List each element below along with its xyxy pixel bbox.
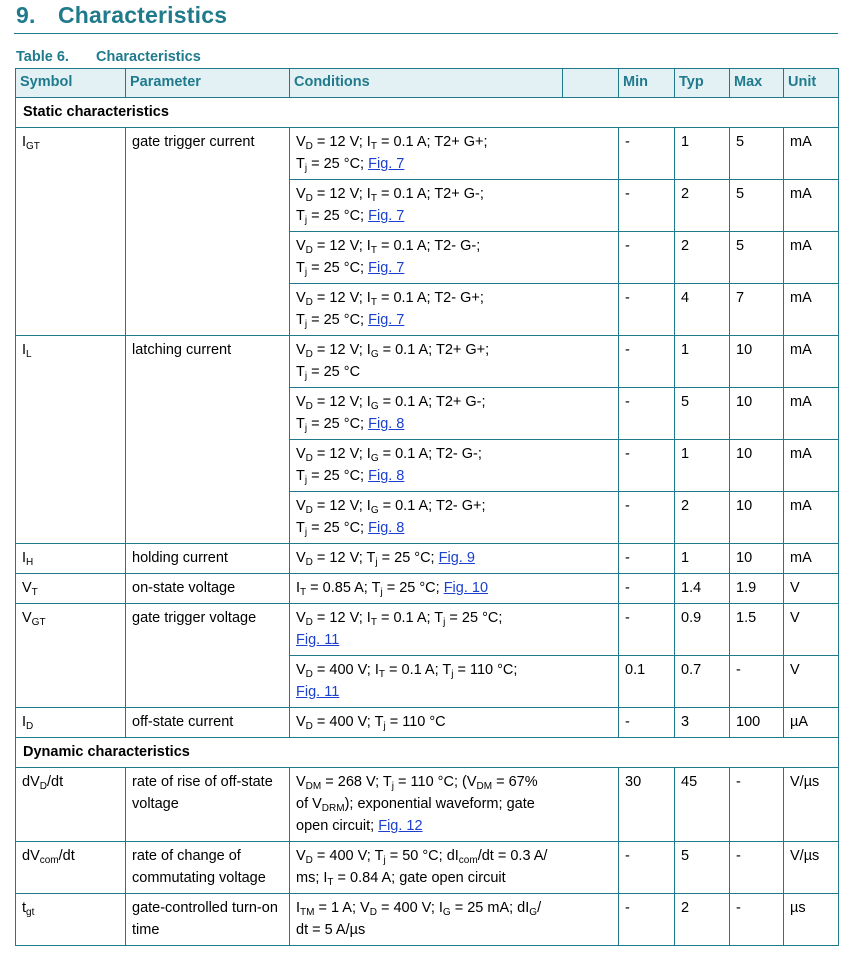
min-value: - — [619, 604, 675, 656]
min-value: - — [619, 128, 675, 180]
min-value: - — [619, 708, 675, 738]
unit-value: V — [784, 656, 839, 708]
table-row — [16, 656, 839, 708]
fig-11-link[interactable]: Fig. 11 — [296, 684, 340, 700]
symbol-ih: $I_H$ — [16, 544, 126, 574]
typ-value: 1 — [675, 440, 730, 492]
conditions-cell: $V_D = 12$ V; $I_G = 0.1$ A; T2- G-; $T_j = 25$ °C; Fig. 8 — [290, 440, 619, 492]
typ-value: 1 — [675, 336, 730, 388]
header-min: Min — [619, 69, 675, 98]
fig-9-link[interactable]: Fig. 9 — [438, 550, 475, 566]
fig-8-link[interactable]: Fig. 8 — [368, 416, 405, 432]
static-section-row — [16, 98, 839, 128]
max-value: 7 — [730, 284, 784, 336]
min-value: - — [619, 440, 675, 492]
conditions-cell: $V_D = 400$ V; $I_T = 0.1$ A; $T_j = 110$ °C; Fig. 11 — [290, 656, 619, 708]
unit-value: mA — [784, 388, 839, 440]
header-typ: Typ — [675, 69, 730, 98]
fig-7-link[interactable]: Fig. 7 — [368, 312, 405, 328]
min-value: 0.1 — [619, 656, 675, 708]
static-section-heading: Static characteristics — [16, 98, 839, 128]
parameter-il: latching current — [126, 336, 290, 388]
header-parameter: Parameter — [126, 69, 290, 98]
conditions-cell: $I_{TM} = 1$ A; $V_D = 400$ V; $I_G = 25$ mA; $dI_G/$ dt = 5 A/µs — [290, 894, 619, 946]
max-value: 10 — [730, 336, 784, 388]
table-title: Characteristics — [96, 49, 201, 65]
max-value: 10 — [730, 440, 784, 492]
fig-8-link[interactable]: Fig. 8 — [368, 520, 405, 536]
header-symbol: Symbol — [16, 69, 126, 98]
conditions-cell: $V_{DM} = 268$ V; $T_j = 110$ °C; ($V_{DM} = 67\%$ of $V_{DRM}$); exponential waveform; gate open circuit; Fig. 12 — [290, 768, 619, 842]
section-title: Characteristics — [58, 2, 228, 28]
unit-value: mA — [784, 440, 839, 492]
table-row — [16, 336, 839, 388]
fig-12-link[interactable]: Fig. 12 — [378, 818, 423, 834]
table-row — [16, 708, 839, 738]
unit-value: µs — [784, 894, 839, 946]
header-conditions: Conditions — [290, 69, 563, 98]
table-label: Table 6. — [16, 49, 69, 65]
unit-value: V/µs — [784, 842, 839, 894]
symbol-vt: $V_T$ — [16, 574, 126, 604]
min-value: - — [619, 544, 675, 574]
unit-value: V — [784, 574, 839, 604]
parameter-vgt: gate trigger voltage — [126, 604, 290, 656]
conditions-cell: $V_D = 12$ V; $I_G = 0.1$ A; T2- G+; $T_j = 25$ °C; Fig. 8 — [290, 492, 619, 544]
header-unit: Unit — [784, 69, 839, 98]
header-max: Max — [730, 69, 784, 98]
conditions-cell: $V_D = 400$ V; $T_j = 50$ °C; $dI_{com}/dt = 0.3$ A/ ms; $I_T = 0.84$ A; gate open circuit — [290, 842, 619, 894]
table-row — [16, 574, 839, 604]
typ-value: 0.9 — [675, 604, 730, 656]
max-value: 10 — [730, 492, 784, 544]
max-value: - — [730, 768, 784, 842]
fig-10-link[interactable]: Fig. 10 — [443, 580, 489, 596]
fig-7-link[interactable]: Fig. 7 — [368, 260, 405, 276]
min-value: - — [619, 574, 675, 604]
typ-value: 45 — [675, 768, 730, 842]
unit-value: µA — [784, 708, 839, 738]
table-row — [16, 180, 839, 232]
min-value: - — [619, 336, 675, 388]
conditions-cell: $V_D = 12$ V; $T_j = 25$ °C; Fig. 9 — [290, 544, 619, 574]
symbol-dvd-dt: $dV_D/dt$ — [16, 768, 126, 842]
min-value: - — [619, 842, 675, 894]
unit-value: mA — [784, 492, 839, 544]
symbol-id: $I_D$ — [16, 708, 126, 738]
dynamic-section-heading: Dynamic characteristics — [16, 738, 839, 768]
typ-value: 2 — [675, 492, 730, 544]
table-row — [16, 128, 839, 180]
max-value: 5 — [730, 232, 784, 284]
conditions-cell: $V_D = 12$ V; $I_G = 0.1$ A; T2+ G+; $T_j = 25$ °C — [290, 336, 619, 388]
min-value: - — [619, 492, 675, 544]
parameter-igt: gate trigger current — [126, 128, 290, 180]
max-value: - — [730, 656, 784, 708]
typ-value: 5 — [675, 842, 730, 894]
parameter-id: off-state current — [126, 708, 290, 738]
fig-8-link[interactable]: Fig. 8 — [368, 468, 405, 484]
table-caption — [16, 49, 201, 65]
min-value: - — [619, 284, 675, 336]
min-value: - — [619, 894, 675, 946]
max-value: 100 — [730, 708, 784, 738]
unit-value: mA — [784, 128, 839, 180]
conditions-cell: $V_D = 12$ V; $I_T = 0.1$ A; T2+ G+; $T_j = 25$ °C; Fig. 7 — [290, 128, 619, 180]
dynamic-section-row — [16, 738, 839, 768]
conditions-cell: $V_D = 12$ V; $I_T = 0.1$ A; T2+ G-; $T_j = 25$ °C; Fig. 7 — [290, 180, 619, 232]
table-row — [16, 232, 839, 284]
max-value: 1.9 — [730, 574, 784, 604]
typ-value: 2 — [675, 232, 730, 284]
table-row — [16, 842, 839, 894]
table-row — [16, 894, 839, 946]
max-value: - — [730, 894, 784, 946]
characteristics-table — [15, 68, 839, 946]
section-heading — [16, 2, 227, 29]
conditions-cell: $V_D = 12$ V; $I_T = 0.1$ A; $T_j = 25$ °C; Fig. 11 — [290, 604, 619, 656]
typ-value: 5 — [675, 388, 730, 440]
table-row — [16, 604, 839, 656]
fig-7-link[interactable]: Fig. 7 — [368, 156, 405, 172]
unit-value: mA — [784, 284, 839, 336]
table-row — [16, 544, 839, 574]
parameter-ih: holding current — [126, 544, 290, 574]
table-row — [16, 492, 839, 544]
table-row — [16, 284, 839, 336]
unit-value: mA — [784, 544, 839, 574]
symbol-igt: $I_{GT}$ — [16, 128, 126, 180]
max-value: 10 — [730, 388, 784, 440]
fig-7-link[interactable]: Fig. 7 — [368, 208, 405, 224]
typ-value: 4 — [675, 284, 730, 336]
fig-11-link[interactable]: Fig. 11 — [296, 632, 340, 648]
unit-value: mA — [784, 336, 839, 388]
table-row — [16, 768, 839, 842]
table-row — [16, 440, 839, 492]
max-value: 5 — [730, 180, 784, 232]
symbol-vgt: $V_{GT}$ — [16, 604, 126, 656]
min-value: - — [619, 388, 675, 440]
table-row — [16, 388, 839, 440]
header-blank — [563, 69, 619, 98]
unit-value: V/µs — [784, 768, 839, 842]
max-value: 1.5 — [730, 604, 784, 656]
conditions-cell: $V_D = 12$ V; $I_T = 0.1$ A; T2- G-; $T_j = 25$ °C; Fig. 7 — [290, 232, 619, 284]
typ-value: 0.7 — [675, 656, 730, 708]
min-value: - — [619, 180, 675, 232]
typ-value: 1 — [675, 544, 730, 574]
header-row — [16, 69, 839, 98]
typ-value: 1.4 — [675, 574, 730, 604]
conditions-cell: $V_D = 12$ V; $I_G = 0.1$ A; T2+ G-; $T_j = 25$ °C; Fig. 8 — [290, 388, 619, 440]
parameter-dvd-dt: rate of rise of off-state voltage — [126, 768, 290, 842]
parameter-tgt: gate-controlled turn-on time — [126, 894, 290, 946]
min-value: 30 — [619, 768, 675, 842]
max-value: - — [730, 842, 784, 894]
min-value: - — [619, 232, 675, 284]
parameter-dvcom-dt: rate of change of commutating voltage — [126, 842, 290, 894]
typ-value: 2 — [675, 894, 730, 946]
unit-value: mA — [784, 180, 839, 232]
conditions-cell: $V_D = 400$ V; $T_j = 110$ °C — [290, 708, 619, 738]
section-rule — [14, 33, 838, 34]
unit-value: mA — [784, 232, 839, 284]
typ-value: 2 — [675, 180, 730, 232]
symbol-dvcom-dt: $dV_{com}/dt$ — [16, 842, 126, 894]
max-value: 10 — [730, 544, 784, 574]
parameter-vt: on-state voltage — [126, 574, 290, 604]
symbol-tgt: $t_{gt}$ — [16, 894, 126, 946]
max-value: 5 — [730, 128, 784, 180]
unit-value: V — [784, 604, 839, 656]
conditions-cell: $I_T = 0.85$ A; $T_j = 25$ °C; Fig. 10 — [290, 574, 619, 604]
typ-value: 3 — [675, 708, 730, 738]
typ-value: 1 — [675, 128, 730, 180]
conditions-cell: $V_D = 12$ V; $I_T = 0.1$ A; T2- G+; $T_j = 25$ °C; Fig. 7 — [290, 284, 619, 336]
section-number: 9. — [16, 2, 36, 28]
symbol-il: $I_L$ — [16, 336, 126, 388]
